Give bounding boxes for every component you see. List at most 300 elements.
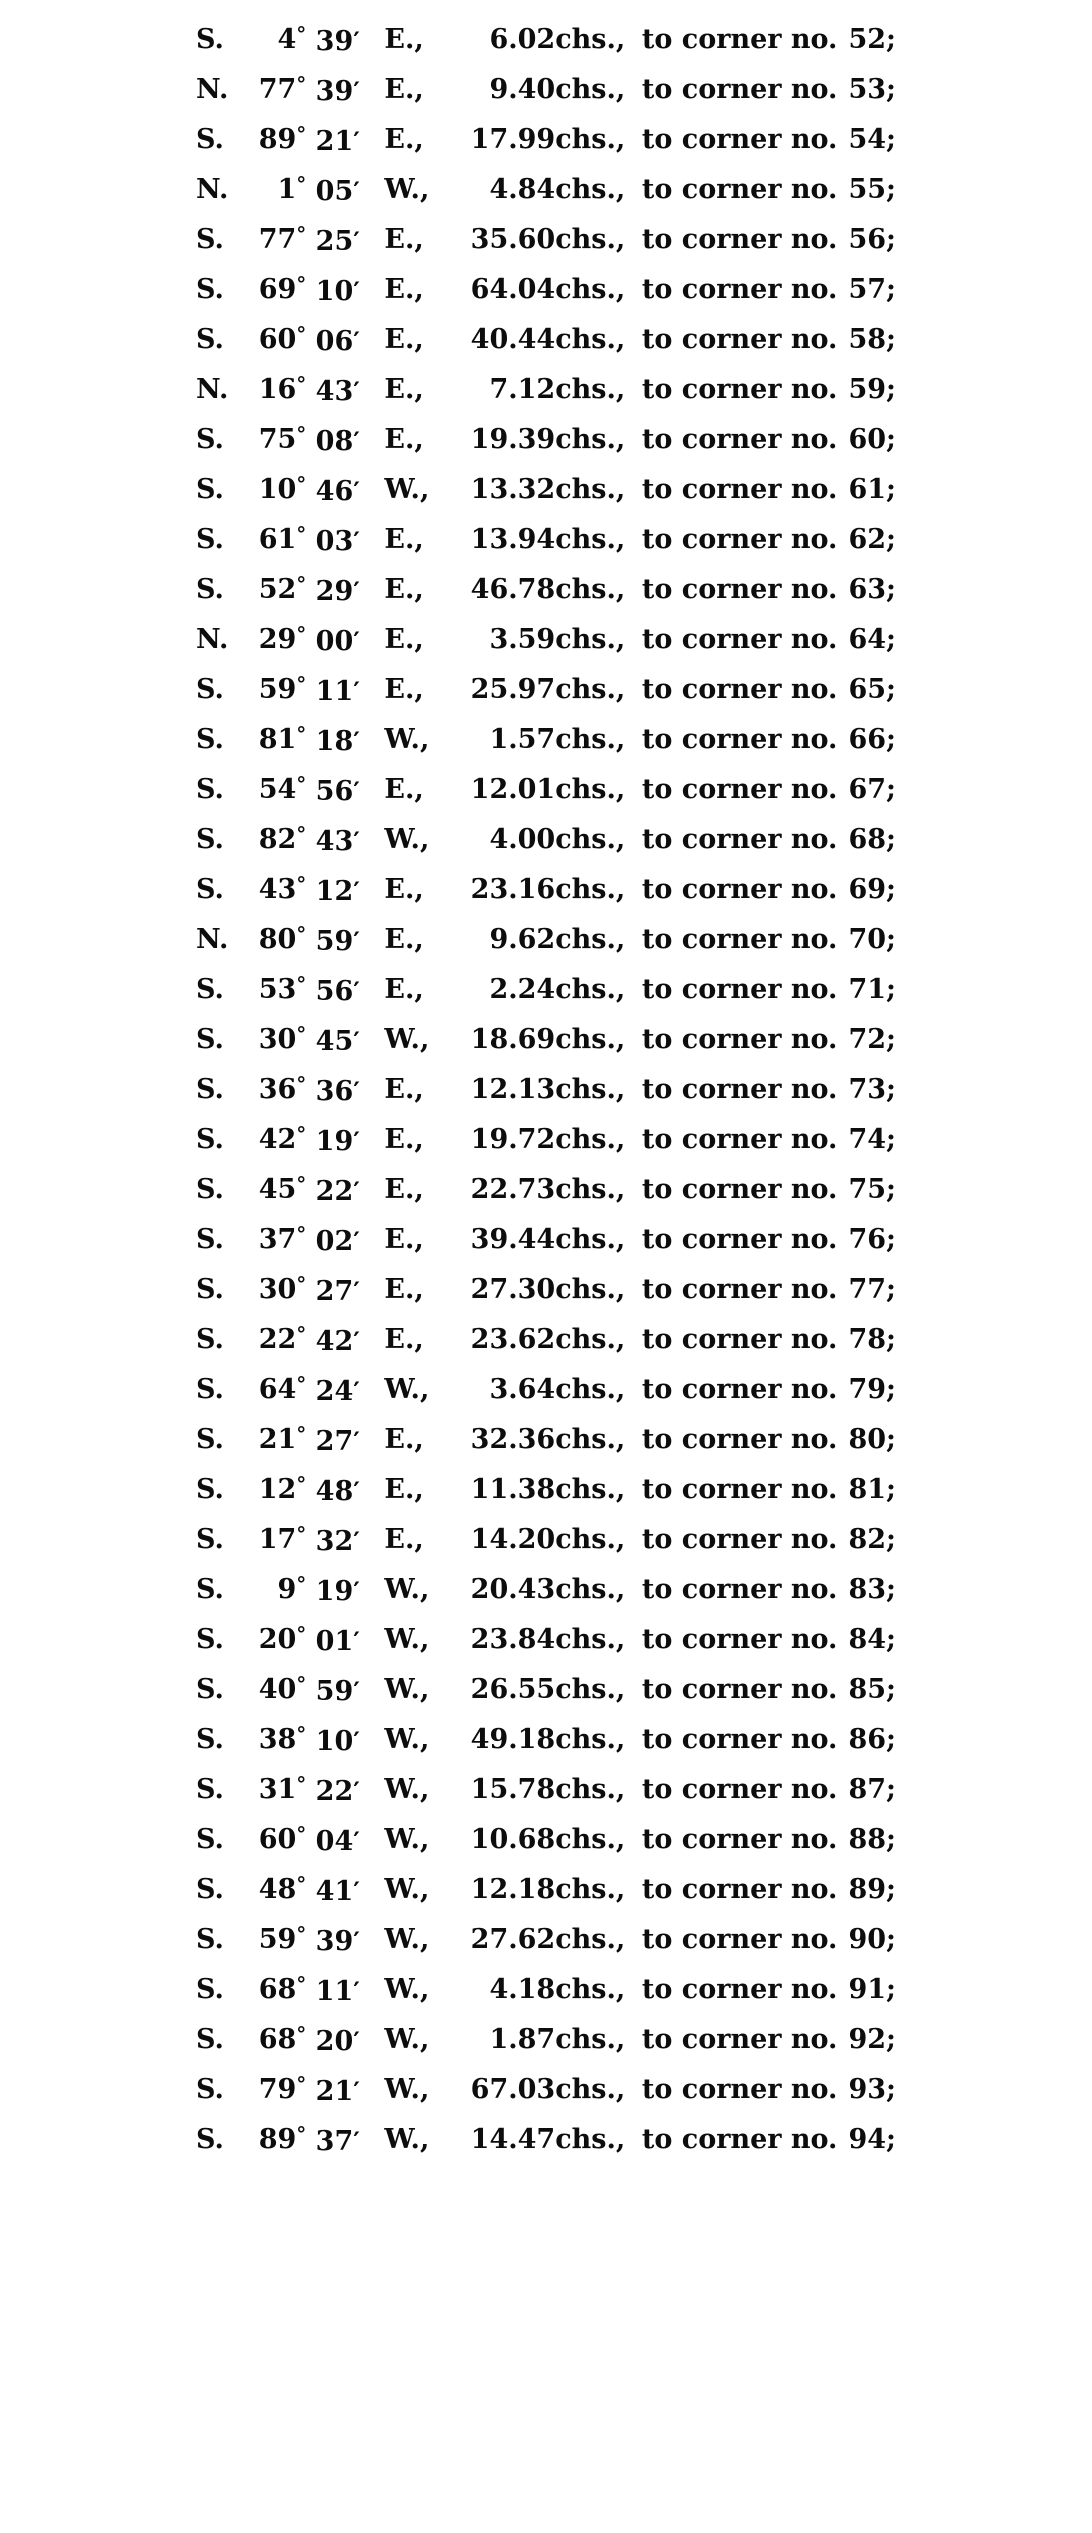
course-cardinal-start: S. (196, 1623, 224, 1655)
course-unit-label: chs., (555, 1273, 626, 1305)
course-corner-number: 89; (848, 1873, 896, 1905)
course-minutes: ° 56′ (296, 771, 360, 807)
course-distance: 1.87 (489, 2023, 556, 2055)
course-degrees: 60 (258, 323, 297, 355)
course-degrees: 48 (258, 1873, 297, 1905)
table-row (196, 214, 896, 264)
course-unit-label: chs., (555, 2123, 626, 2155)
course-distance: 67.03 (470, 2073, 556, 2105)
course-distance: 15.78 (470, 1773, 556, 1805)
course-cardinal-end: W., (384, 2073, 430, 2105)
table-row (196, 1564, 896, 1614)
course-distance: 9.62 (489, 923, 556, 955)
course-cardinal-end: E., (384, 373, 424, 405)
course-corner-number: 90; (848, 1923, 896, 1955)
course-corner-number: 63; (848, 573, 896, 605)
course-unit-label: chs., (555, 123, 626, 155)
course-corner-number: 53; (848, 73, 896, 105)
course-unit-label: chs., (555, 773, 626, 805)
course-corner-label: to corner no. (641, 723, 838, 755)
table-row (196, 264, 896, 314)
table-row (196, 1514, 896, 1564)
course-degrees: 16 (258, 373, 297, 405)
course-minutes: ° 11′ (296, 1971, 360, 2007)
course-corner-number: 85; (848, 1673, 896, 1705)
course-distance: 27.62 (470, 1923, 556, 1955)
course-degrees: 59 (258, 1923, 297, 1955)
course-unit-label: chs., (555, 373, 626, 405)
course-cardinal-start: S. (196, 2023, 224, 2055)
course-cardinal-end: W., (384, 1923, 430, 1955)
table-row (196, 714, 896, 764)
course-cardinal-start: S. (196, 973, 224, 1005)
course-cardinal-start: S. (196, 1223, 224, 1255)
course-cardinal-end: W., (384, 1373, 430, 1405)
course-minutes: ° 02′ (296, 1221, 360, 1257)
course-corner-number: 64; (848, 623, 896, 655)
course-corner-number: 91; (848, 1973, 896, 2005)
course-corner-label: to corner no. (641, 1473, 838, 1505)
course-corner-label: to corner no. (641, 323, 838, 355)
course-degrees: 38 (258, 1723, 297, 1755)
course-unit-label: chs., (555, 473, 626, 505)
course-cardinal-end: W., (384, 1573, 430, 1605)
course-corner-number: 77; (848, 1273, 896, 1305)
course-cardinal-end: W., (384, 1023, 430, 1055)
course-unit-label: chs., (555, 1473, 626, 1505)
course-unit-label: chs., (555, 1423, 626, 1455)
course-cardinal-end: E., (384, 573, 424, 605)
course-corner-number: 69; (848, 873, 896, 905)
course-cardinal-end: E., (384, 623, 424, 655)
course-unit-label: chs., (555, 973, 626, 1005)
course-corner-label: to corner no. (641, 1823, 838, 1855)
course-cardinal-end: W., (384, 1873, 430, 1905)
course-degrees: 9 (277, 1573, 297, 1605)
course-distance: 39.44 (470, 1223, 556, 1255)
table-row (196, 1114, 896, 1164)
course-degrees: 29 (258, 623, 297, 655)
table-row (196, 1014, 896, 1064)
course-corner-number: 52; (848, 23, 896, 55)
course-corner-label: to corner no. (641, 1123, 838, 1155)
course-minutes: ° 43′ (296, 821, 360, 857)
course-distance: 11.38 (470, 1473, 556, 1505)
course-corner-number: 92; (848, 2023, 896, 2055)
course-minutes: ° 19′ (296, 1571, 360, 1607)
course-corner-number: 68; (848, 823, 896, 855)
course-cardinal-end: E., (384, 873, 424, 905)
course-degrees: 10 (258, 473, 297, 505)
course-corner-label: to corner no. (641, 823, 838, 855)
course-distance: 23.84 (470, 1623, 556, 1655)
course-minutes: ° 41′ (296, 1871, 360, 1907)
course-cardinal-start: S. (196, 1823, 224, 1855)
course-minutes: ° 46′ (296, 471, 360, 507)
course-corner-number: 61; (848, 473, 896, 505)
course-corner-label: to corner no. (641, 523, 838, 555)
course-minutes: ° 21′ (296, 121, 360, 157)
course-minutes: ° 32′ (296, 1521, 360, 1557)
course-minutes: ° 06′ (296, 321, 360, 357)
course-corner-label: to corner no. (641, 1373, 838, 1405)
course-unit-label: chs., (555, 423, 626, 455)
course-distance: 13.94 (470, 523, 556, 555)
course-unit-label: chs., (555, 1573, 626, 1605)
table-row (196, 1364, 896, 1414)
course-degrees: 68 (258, 1973, 297, 2005)
course-cardinal-start: S. (196, 1573, 224, 1605)
course-cardinal-end: E., (384, 923, 424, 955)
course-corner-label: to corner no. (641, 173, 838, 205)
course-cardinal-start: S. (196, 1473, 224, 1505)
course-minutes: ° 04′ (296, 1821, 360, 1857)
course-corner-label: to corner no. (641, 373, 838, 405)
course-corner-label: to corner no. (641, 1273, 838, 1305)
course-minutes: ° 45′ (296, 1021, 360, 1057)
course-corner-number: 65; (848, 673, 896, 705)
course-degrees: 37 (258, 1223, 297, 1255)
table-row (196, 864, 896, 914)
course-minutes: ° 20′ (296, 2021, 360, 2057)
table-row (196, 1664, 896, 1714)
course-unit-label: chs., (555, 623, 626, 655)
course-minutes: ° 22′ (296, 1171, 360, 1207)
course-corner-number: 66; (848, 723, 896, 755)
course-distance: 14.47 (470, 2123, 556, 2155)
table-row (196, 514, 896, 564)
course-degrees: 21 (258, 1423, 297, 1455)
course-minutes: ° 12′ (296, 871, 360, 907)
course-minutes: ° 01′ (296, 1621, 360, 1657)
course-cardinal-start: S. (196, 823, 224, 855)
course-distance: 9.40 (489, 73, 556, 105)
course-corner-label: to corner no. (641, 2123, 838, 2155)
course-cardinal-end: E., (384, 1273, 424, 1305)
table-row (196, 1264, 896, 1314)
course-unit-label: chs., (555, 723, 626, 755)
course-unit-label: chs., (555, 573, 626, 605)
course-cardinal-end: E., (384, 1323, 424, 1355)
course-corner-number: 83; (848, 1573, 896, 1605)
course-corner-label: to corner no. (641, 923, 838, 955)
table-row (196, 2014, 896, 2064)
course-degrees: 89 (258, 2123, 297, 2155)
course-rows (196, 14, 896, 2164)
table-row (196, 1064, 896, 1114)
course-distance: 19.39 (470, 423, 556, 455)
course-distance: 12.18 (470, 1873, 556, 1905)
table-row (196, 114, 896, 164)
course-distance: 27.30 (470, 1273, 556, 1305)
table-row (196, 914, 896, 964)
course-corner-label: to corner no. (641, 2073, 838, 2105)
course-cardinal-end: W., (384, 473, 430, 505)
course-corner-number: 79; (848, 1373, 896, 1405)
course-distance: 49.18 (470, 1723, 556, 1755)
course-unit-label: chs., (555, 1823, 626, 1855)
course-minutes: ° 48′ (296, 1471, 360, 1507)
course-cardinal-end: E., (384, 773, 424, 805)
course-cardinal-start: N. (196, 373, 229, 405)
course-distance: 26.55 (470, 1673, 556, 1705)
course-distance: 3.59 (489, 623, 556, 655)
course-distance: 19.72 (470, 1123, 556, 1155)
course-minutes: ° 37′ (296, 2121, 360, 2157)
course-cardinal-end: W., (384, 1723, 430, 1755)
table-row (196, 964, 896, 1014)
course-degrees: 54 (258, 773, 297, 805)
course-cardinal-end: E., (384, 273, 424, 305)
course-corner-number: 59; (848, 373, 896, 405)
course-minutes: ° 39′ (296, 21, 360, 57)
course-minutes: ° 24′ (296, 1371, 360, 1407)
course-cardinal-end: E., (384, 23, 424, 55)
course-cardinal-start: S. (196, 1673, 224, 1705)
course-cardinal-start: S. (196, 2123, 224, 2155)
course-corner-label: to corner no. (641, 773, 838, 805)
table-row (196, 64, 896, 114)
course-degrees: 17 (258, 1523, 297, 1555)
course-cardinal-end: W., (384, 1973, 430, 2005)
course-minutes: ° 10′ (296, 1721, 360, 1757)
course-unit-label: chs., (555, 1623, 626, 1655)
course-corner-number: 76; (848, 1223, 896, 1255)
course-corner-label: to corner no. (641, 973, 838, 1005)
course-distance: 12.13 (470, 1073, 556, 1105)
table-row (196, 1714, 896, 1764)
course-degrees: 82 (258, 823, 297, 855)
course-cardinal-end: E., (384, 1423, 424, 1455)
course-corner-number: 84; (848, 1623, 896, 1655)
table-row (196, 1314, 896, 1364)
course-cardinal-start: S. (196, 1023, 224, 1055)
course-cardinal-start: S. (196, 123, 224, 155)
course-cardinal-start: S. (196, 1273, 224, 1305)
course-unit-label: chs., (555, 1023, 626, 1055)
table-row (196, 1414, 896, 1464)
bearing-course-table (196, 14, 896, 2164)
table-row (196, 364, 896, 414)
table-row (196, 14, 896, 64)
course-cardinal-end: W., (384, 1773, 430, 1805)
course-corner-label: to corner no. (641, 1323, 838, 1355)
course-distance: 40.44 (470, 323, 556, 355)
course-unit-label: chs., (555, 1973, 626, 2005)
course-cardinal-start: S. (196, 1073, 224, 1105)
course-cardinal-end: E., (384, 1073, 424, 1105)
table-row (196, 564, 896, 614)
course-minutes: ° 18′ (296, 721, 360, 757)
course-distance: 25.97 (470, 673, 556, 705)
course-cardinal-end: W., (384, 823, 430, 855)
course-degrees: 59 (258, 673, 297, 705)
course-corner-number: 75; (848, 1173, 896, 1205)
course-corner-label: to corner no. (641, 1223, 838, 1255)
course-distance: 10.68 (470, 1823, 556, 1855)
table-row (196, 164, 896, 214)
course-degrees: 53 (258, 973, 297, 1005)
course-corner-number: 57; (848, 273, 896, 305)
course-degrees: 22 (258, 1323, 297, 1355)
course-degrees: 43 (258, 873, 297, 905)
course-cardinal-start: S. (196, 423, 224, 455)
course-degrees: 77 (258, 73, 297, 105)
course-degrees: 12 (258, 1473, 297, 1505)
table-row (196, 664, 896, 714)
course-corner-label: to corner no. (641, 1723, 838, 1755)
course-cardinal-end: W., (384, 1623, 430, 1655)
course-minutes: ° 08′ (296, 421, 360, 457)
course-degrees: 45 (258, 1173, 297, 1205)
course-corner-label: to corner no. (641, 573, 838, 605)
course-corner-number: 60; (848, 423, 896, 455)
course-cardinal-end: E., (384, 223, 424, 255)
course-corner-number: 67; (848, 773, 896, 805)
course-minutes: ° 27′ (296, 1271, 360, 1307)
course-corner-number: 86; (848, 1723, 896, 1755)
course-cardinal-start: S. (196, 1773, 224, 1805)
course-cardinal-start: S. (196, 773, 224, 805)
course-distance: 23.62 (470, 1323, 556, 1355)
course-unit-label: chs., (555, 1073, 626, 1105)
course-cardinal-end: E., (384, 1473, 424, 1505)
course-unit-label: chs., (555, 1873, 626, 1905)
course-cardinal-end: W., (384, 1673, 430, 1705)
course-degrees: 20 (258, 1623, 297, 1655)
table-row (196, 414, 896, 464)
course-degrees: 61 (258, 523, 297, 555)
course-corner-number: 82; (848, 1523, 896, 1555)
course-degrees: 68 (258, 2023, 297, 2055)
course-degrees: 77 (258, 223, 297, 255)
course-cardinal-end: W., (384, 2023, 430, 2055)
course-distance: 46.78 (470, 573, 556, 605)
course-minutes: ° 27′ (296, 1421, 360, 1457)
course-corner-number: 81; (848, 1473, 896, 1505)
course-unit-label: chs., (555, 823, 626, 855)
course-cardinal-start: S. (196, 2073, 224, 2105)
course-minutes: ° 59′ (296, 921, 360, 957)
course-unit-label: chs., (555, 2023, 626, 2055)
course-minutes: ° 43′ (296, 371, 360, 407)
course-degrees: 60 (258, 1823, 297, 1855)
table-row (196, 1614, 896, 1664)
course-degrees: 30 (258, 1023, 297, 1055)
course-corner-label: to corner no. (641, 1023, 838, 1055)
course-distance: 1.57 (489, 723, 556, 755)
course-cardinal-end: W., (384, 1823, 430, 1855)
course-corner-label: to corner no. (641, 423, 838, 455)
course-cardinal-start: S. (196, 473, 224, 505)
course-corner-label: to corner no. (641, 1423, 838, 1455)
course-degrees: 40 (258, 1673, 297, 1705)
course-cardinal-start: S. (196, 323, 224, 355)
course-unit-label: chs., (555, 1173, 626, 1205)
course-distance: 32.36 (470, 1423, 556, 1455)
course-unit-label: chs., (555, 923, 626, 955)
course-distance: 20.43 (470, 1573, 556, 1605)
course-cardinal-end: E., (384, 1123, 424, 1155)
course-corner-number: 88; (848, 1823, 896, 1855)
course-corner-number: 70; (848, 923, 896, 955)
course-degrees: 30 (258, 1273, 297, 1305)
course-cardinal-end: E., (384, 673, 424, 705)
course-corner-label: to corner no. (641, 1873, 838, 1905)
table-row (196, 1214, 896, 1264)
course-degrees: 89 (258, 123, 297, 155)
course-minutes: ° 25′ (296, 221, 360, 257)
course-corner-label: to corner no. (641, 473, 838, 505)
table-row (196, 1764, 896, 1814)
course-cardinal-start: S. (196, 1523, 224, 1555)
table-row (196, 464, 896, 514)
course-corner-label: to corner no. (641, 1673, 838, 1705)
course-corner-label: to corner no. (641, 873, 838, 905)
course-degrees: 81 (258, 723, 297, 755)
table-row (196, 814, 896, 864)
course-cardinal-start: N. (196, 173, 229, 205)
table-row (196, 1814, 896, 1864)
course-unit-label: chs., (555, 173, 626, 205)
course-cardinal-start: S. (196, 1173, 224, 1205)
course-corner-label: to corner no. (641, 673, 838, 705)
course-degrees: 75 (258, 423, 297, 455)
course-cardinal-end: E., (384, 1173, 424, 1205)
table-row (196, 614, 896, 664)
course-minutes: ° 29′ (296, 571, 360, 607)
course-distance: 12.01 (470, 773, 556, 805)
course-corner-number: 78; (848, 1323, 896, 1355)
course-unit-label: chs., (555, 1923, 626, 1955)
course-unit-label: chs., (555, 523, 626, 555)
course-corner-label: to corner no. (641, 273, 838, 305)
course-minutes: ° 39′ (296, 1921, 360, 1957)
course-corner-number: 62; (848, 523, 896, 555)
course-minutes: ° 39′ (296, 71, 360, 107)
course-degrees: 64 (258, 1373, 297, 1405)
course-cardinal-start: S. (196, 1873, 224, 1905)
course-degrees: 69 (258, 273, 297, 305)
course-corner-label: to corner no. (641, 1523, 838, 1555)
course-minutes: ° 21′ (296, 2071, 360, 2107)
course-cardinal-start: S. (196, 1423, 224, 1455)
course-corner-label: to corner no. (641, 1073, 838, 1105)
course-corner-number: 87; (848, 1773, 896, 1805)
table-row (196, 1964, 896, 2014)
course-unit-label: chs., (555, 2073, 626, 2105)
course-corner-label: to corner no. (641, 1623, 838, 1655)
course-cardinal-start: S. (196, 1323, 224, 1355)
course-corner-number: 93; (848, 2073, 896, 2105)
table-row (196, 2064, 896, 2114)
course-distance: 6.02 (489, 23, 556, 55)
course-degrees: 1 (277, 173, 297, 205)
course-cardinal-end: E., (384, 973, 424, 1005)
course-minutes: ° 59′ (296, 1671, 360, 1707)
course-cardinal-start: S. (196, 23, 224, 55)
course-corner-label: to corner no. (641, 623, 838, 655)
course-minutes: ° 22′ (296, 1771, 360, 1807)
course-distance: 17.99 (470, 123, 556, 155)
course-corner-number: 80; (848, 1423, 896, 1455)
course-cardinal-end: E., (384, 523, 424, 555)
course-corner-label: to corner no. (641, 23, 838, 55)
course-cardinal-start: S. (196, 273, 224, 305)
course-corner-label: to corner no. (641, 73, 838, 105)
table-row (196, 764, 896, 814)
course-unit-label: chs., (555, 873, 626, 905)
